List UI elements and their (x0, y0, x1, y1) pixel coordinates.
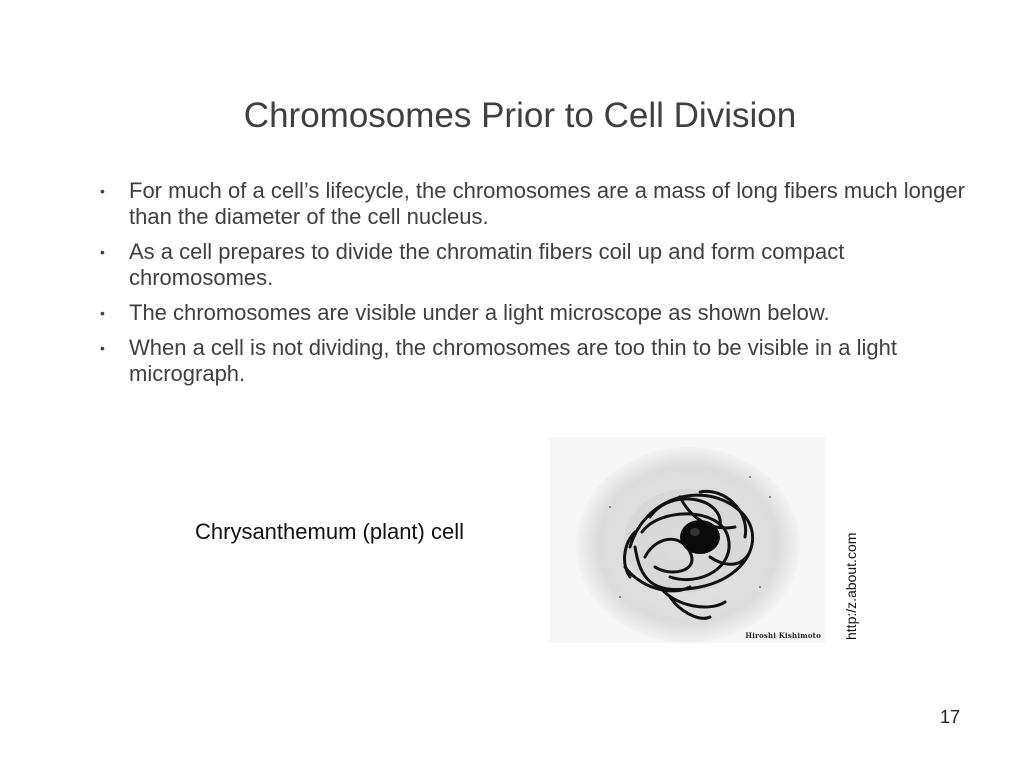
bullet-dot-icon: • (100, 244, 105, 260)
image-caption: Chrysanthemum (plant) cell (195, 519, 464, 544)
page-number: 17 (939, 707, 960, 727)
bullet-item (100, 300, 980, 326)
bullet-dot-icon: • (100, 183, 105, 199)
bullet-list (100, 178, 980, 396)
bullet-item (100, 335, 980, 387)
bullet-text: As a cell prepares to divide the chromatin fibers coil up and form compact chromosomes. (129, 239, 845, 290)
micrograph-illustration (550, 437, 825, 643)
bullet-item (100, 239, 980, 291)
bullet-item (100, 178, 980, 230)
image-source-link[interactable]: http:/z.about.com (843, 532, 859, 640)
slide-title: Chromosomes Prior to Cell Division (243, 96, 797, 135)
bullet-dot-icon: • (100, 305, 105, 321)
bullet-text: When a cell is not dividing, the chromosomes are too thin to be visible in a light micrograph. (129, 335, 897, 386)
bullet-dot-icon: • (100, 340, 105, 356)
photo-credit: Hiroshi Kishimoto (745, 631, 821, 640)
bullet-text: For much of a cell’s lifecycle, the chromosomes are a mass of long fibers much longer than the diameter of the cell nucleus. (129, 178, 965, 229)
bullet-text: The chromosomes are visible under a light microscope as shown below. (129, 300, 830, 325)
micrograph-image (550, 437, 825, 643)
